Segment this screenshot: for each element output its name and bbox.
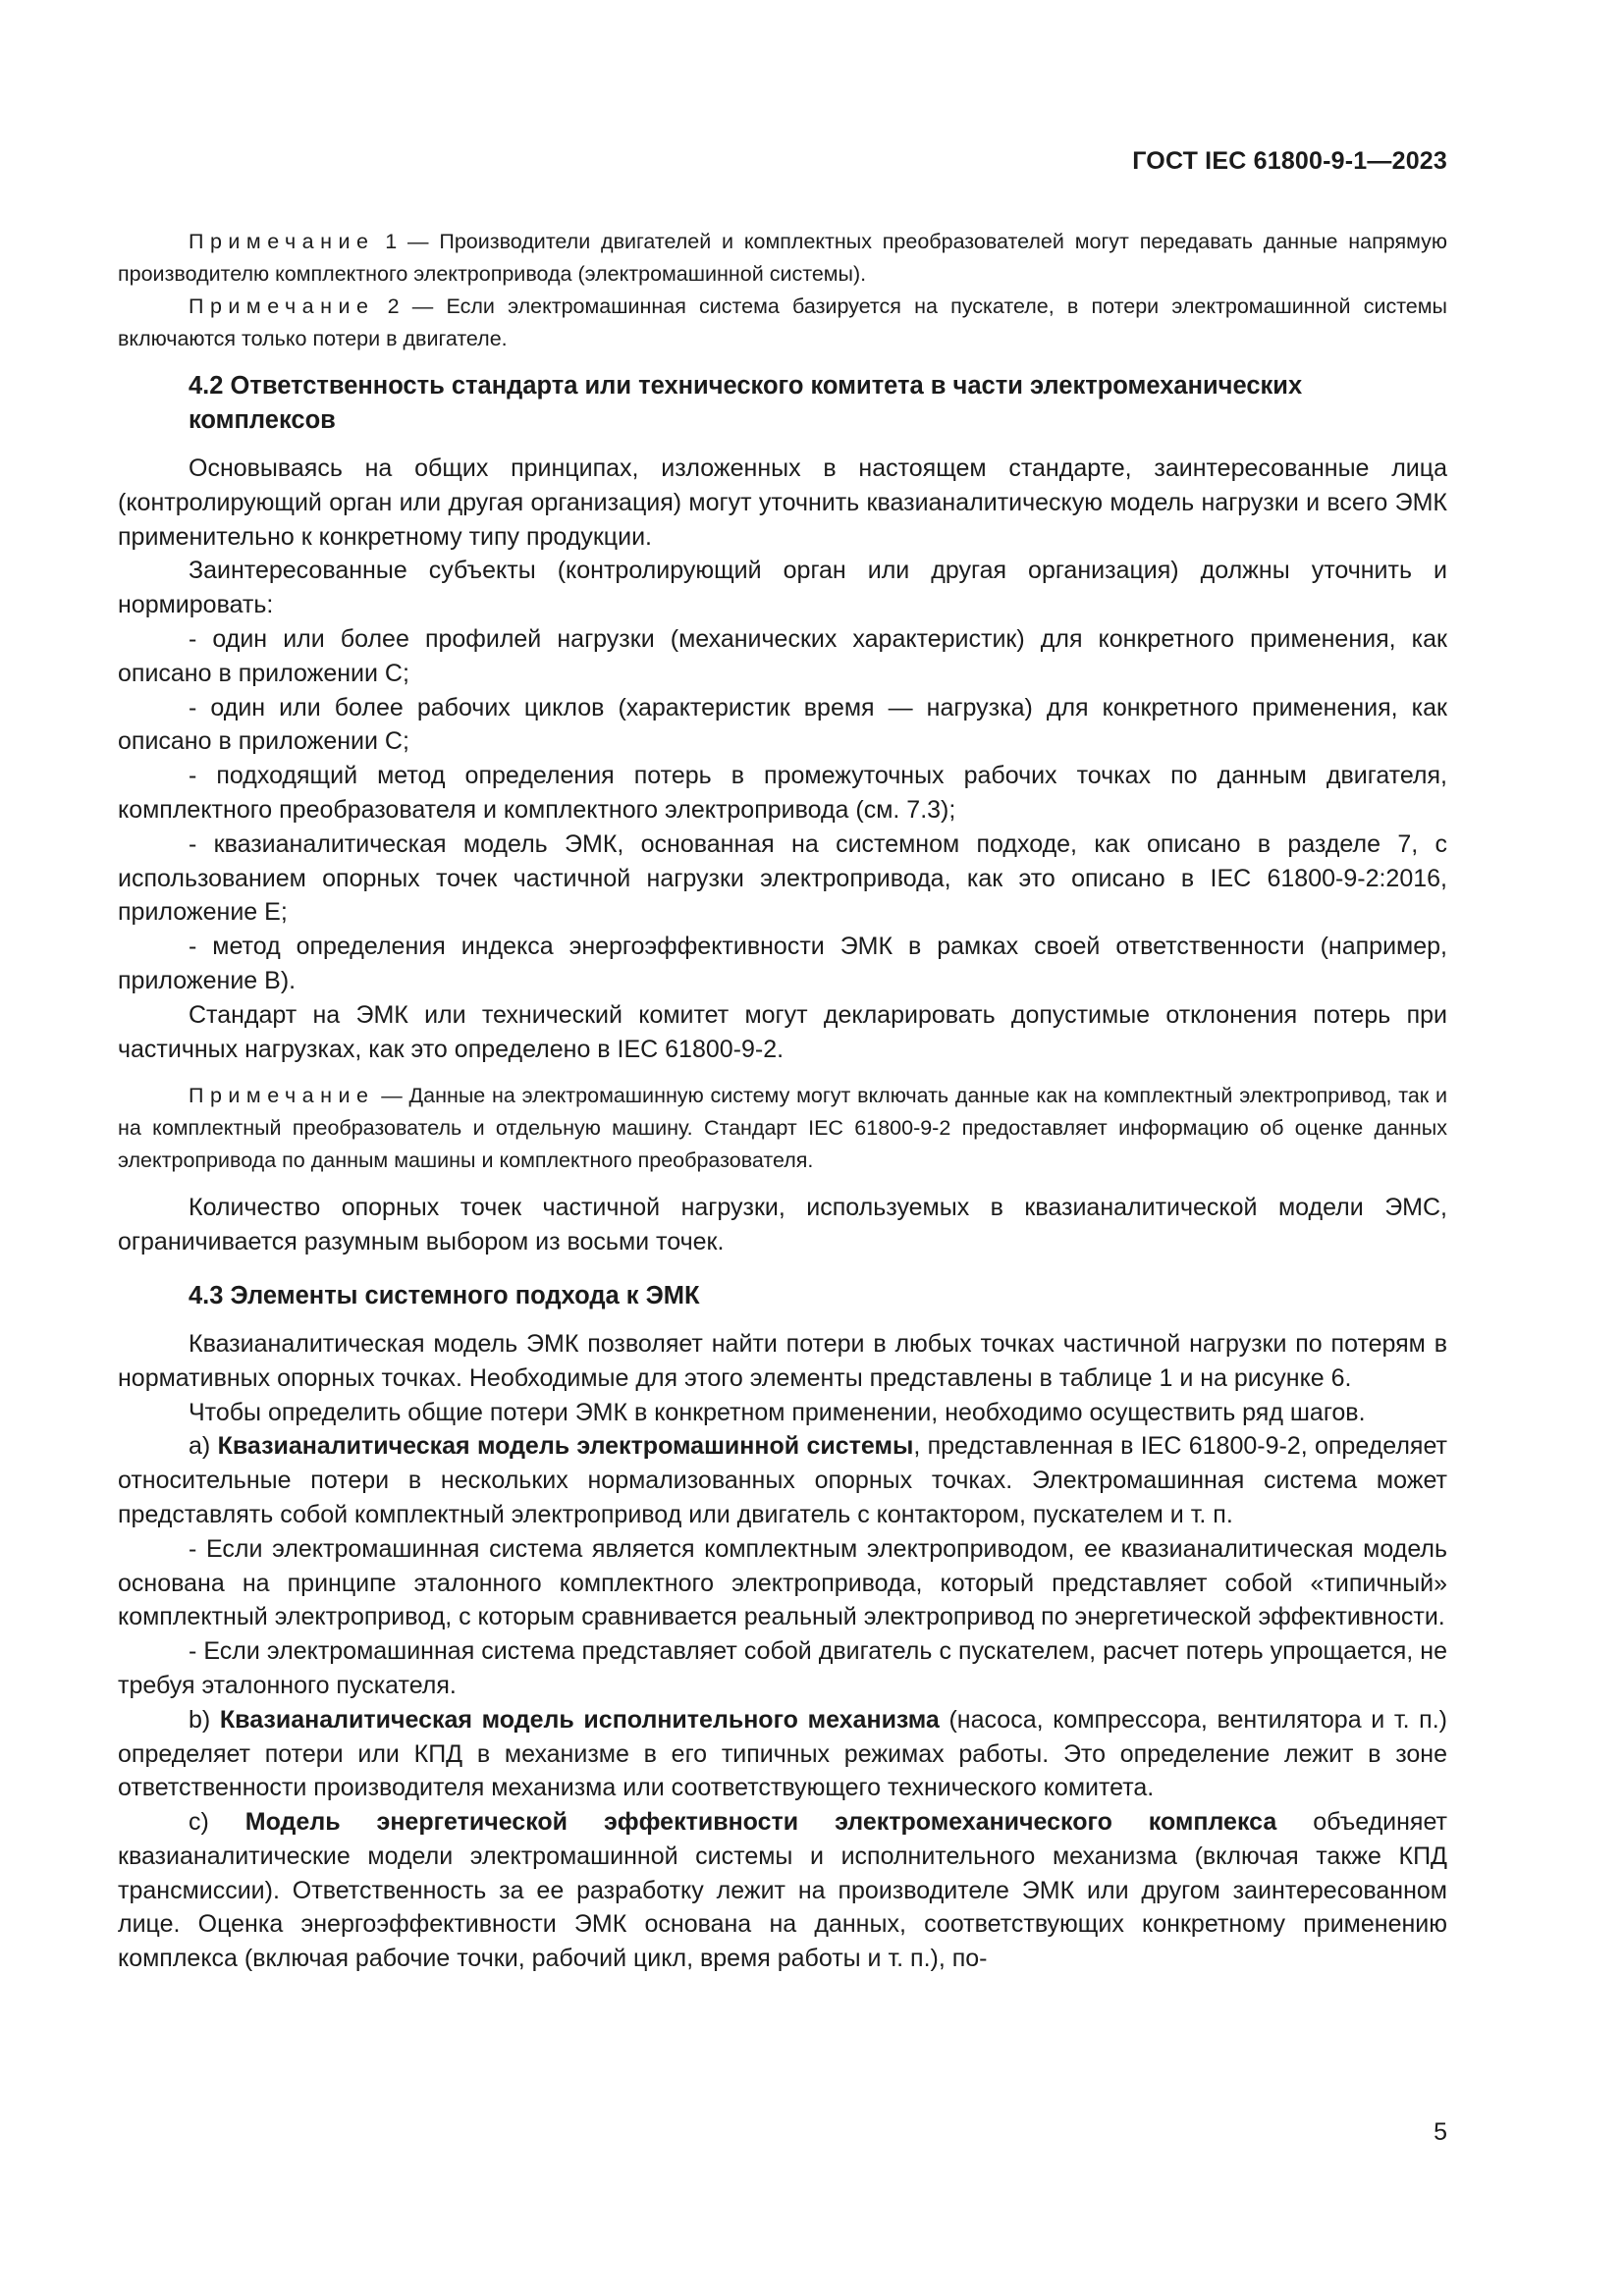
item-prefix: с) (189, 1808, 245, 1837)
item-text: , представленная в IEC 61800-9-2, определяет относительные потери в нескольких нормализованных опорных точках. Электромашинная система может представлять собой комплектный электропривод или двигатель с контактором, пускателем и т. п. (118, 1432, 1447, 1528)
enumerated-item-b (118, 1703, 1447, 1805)
note-label: Примечание (189, 1084, 375, 1108)
paragraph: Основываясь на общих принципах, изложенных в настоящем стандарте, заинтересованные лица (контролирующий орган или другая организация) могут уточнить квазианалитическую модель нагрузки и всего ЭМК применительно к конкретному типу продукции. (118, 454, 1447, 551)
note-text: 2 — Если электромашинная система базируется на пускателе, в потери электромашинной системы включаются только потери в двигателе. (118, 294, 1447, 350)
list-item: - Если электромашинная система является комплектным электроприводом, ее квазианалитическая модель основана на принципе эталонного комплектного электропривода, который представляет собой «типичный» комплектный электропривод, с которым сравнивается реальный электропривод по энергетической эффективности. (118, 1534, 1447, 1631)
note-label: Примечание (189, 294, 375, 318)
item-bold-term: Модель энергетической эффективности электромеханического комплекса (244, 1808, 1277, 1837)
item-bold-term: Квазианалитическая модель электромашинной системы (217, 1432, 914, 1461)
note-label: Примечание (189, 230, 375, 253)
item-bold-term: Квазианалитическая модель исполнительного механизма (219, 1705, 940, 1734)
document-code-header: ГОСТ IEC 61800-9-1—2023 (1132, 147, 1447, 175)
list-item: - квазианалитическая модель ЭМК, основанная на системном подходе, как описано в разделе 7, с использованием опорных точек частичной нагрузки электропривода, как это описано в IEC 61800-9-2:2016, приложение Е; (118, 829, 1447, 927)
list-item: - Если электромашинная система представляет собой двигатель с пускателем, расчет потерь упрощается, не требуя эталонного пускателя. (118, 1637, 1447, 1699)
note-3 (118, 1080, 1447, 1177)
list-item: - один или более рабочих циклов (характеристик время — нагрузка) для конкретного применения, как описано в приложении С; (118, 693, 1447, 756)
enumerated-item-c (118, 1805, 1447, 1976)
list-item: - один или более профилей нагрузки (механических характеристик) для конкретного применения, как описано в приложении С; (118, 624, 1447, 687)
paragraph: Квазианалитическая модель ЭМК позволяет найти потери в любых точках частичной нагрузки по потерям в нормативных опорных точках. Необходимые для этого элементы представлены в таблице 1 и на рисунке 6. (118, 1329, 1447, 1392)
note-1 (118, 226, 1447, 291)
page-number: 5 (1434, 2118, 1447, 2146)
note-text: 1 — Производители двигателей и комплектных преобразователей могут передавать данные напрямую производителю комплектного электропривода (электромашинной системы). (118, 230, 1447, 286)
paragraph: Стандарт на ЭМК или технический комитет могут декларировать допустимые отклонения потерь при частичных нагрузках, как это определено в IEC 61800-9-2. (118, 1000, 1447, 1063)
item-prefix: а) (189, 1432, 218, 1461)
paragraph: Чтобы определить общие потери ЭМК в конкретном применении, необходимо осуществить ряд шагов. (189, 1398, 1366, 1426)
enumerated-item-a (118, 1429, 1447, 1531)
section-heading-4-2: 4.2 Ответственность стандарта или технического комитета в части электромеханических комплексов (189, 372, 1303, 434)
item-text: (насоса, компрессора, вентилятора и т. п.) определяет потери или КПД в механизме в его типичных режимах работы. Это определение лежит в зоне ответственности производителя механизма или соответствующего технического комитета. (118, 1705, 1447, 1802)
item-prefix: b) (189, 1705, 220, 1734)
paragraph: Количество опорных точек частичной нагрузки, используемых в квазианалитической модели ЭМС, ограничивается разумным выбором из восьми точек. (118, 1194, 1447, 1256)
list-item: - метод определения индекса энергоэффективности ЭМК в рамках своей ответственности (например, приложение В). (118, 933, 1447, 994)
paragraph: Заинтересованные субъекты (контролирующий орган или другая организация) должны уточнить и нормировать: (118, 557, 1447, 619)
note-2 (118, 291, 1447, 355)
page-body (118, 226, 1447, 1976)
note-text: — Данные на электромашинную систему могут включать данные как на комплектный электропривод, так и на комплектный преобразователь и отдельную машину. Стандарт IEC 61800-9-2 предоставляет информацию об оценке данных электропривода по данным машины и комплектного преобразователя. (118, 1084, 1447, 1173)
list-item: - подходящий метод определения потерь в промежуточных рабочих точках по данным двигателя, комплектного преобразователя и комплектного электропривода (см. 7.3); (118, 762, 1447, 824)
section-heading-4-3: 4.3 Элементы системного подхода к ЭМК (189, 1281, 700, 1309)
item-text: объединяет квазианалитические модели электромашинной системы и исполнительного механизма (включая также КПД трансмиссии). Ответственность за ее разработку лежит на производителе ЭМК или другом заинтересованном лице. Оценка энергоэффективности ЭМК основана на данных, соответствующих конкретному применению комплекса (включая рабочие точки, рабочий цикл, время работы и т. п.), по- (118, 1808, 1447, 1973)
